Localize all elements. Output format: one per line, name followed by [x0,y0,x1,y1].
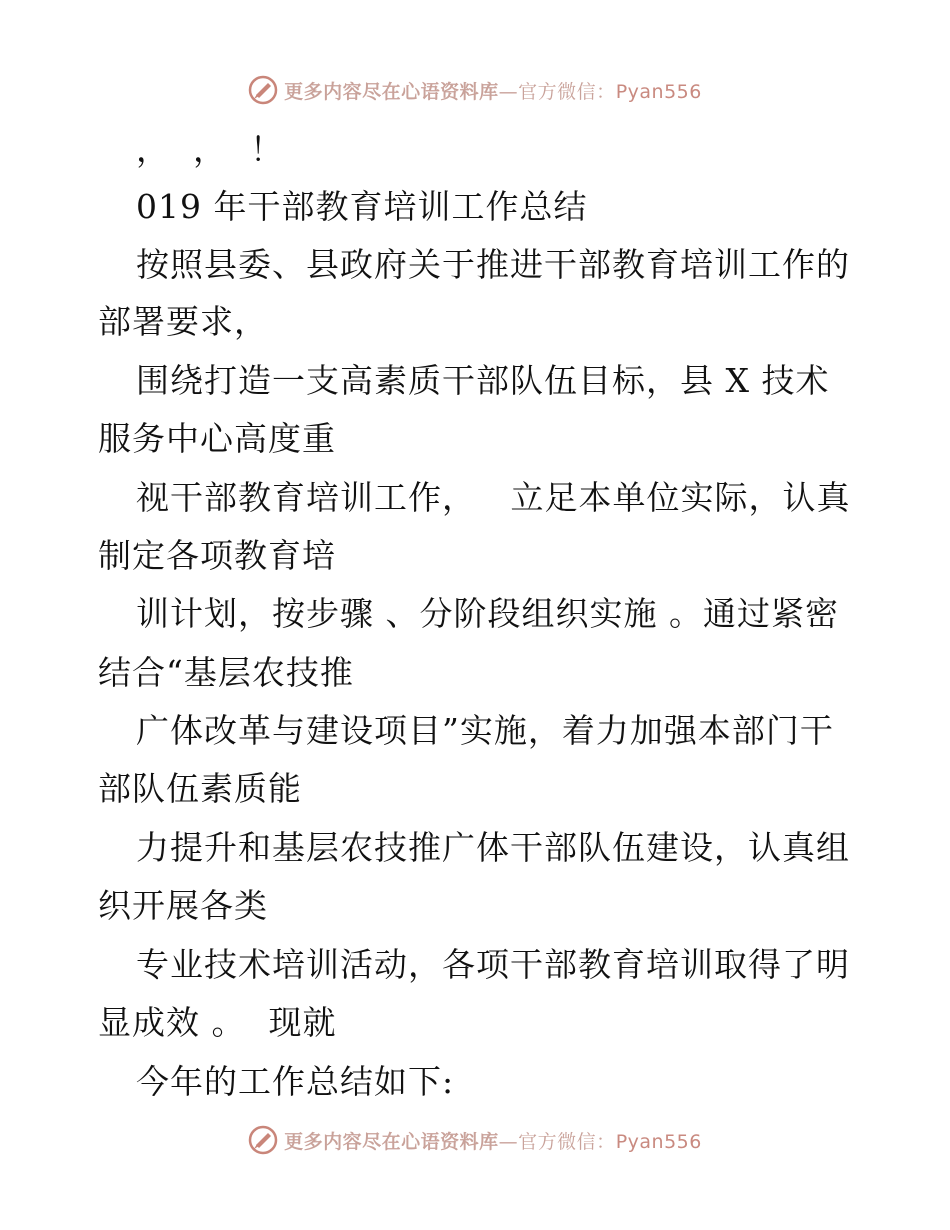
footer-watermark [0,1122,950,1158]
header-watermark [0,72,950,108]
text-line: 显成效 。 现就 [98,1003,337,1042]
pen-nib-logo-icon [248,75,278,105]
text-line: 织开展各类 [98,886,268,925]
watermark-text: 更多内容尽在心语资料库—官方微信：Pyan556 [284,80,702,103]
text-line: 训计划，按步骤 、分阶段组织实施 。通过紧密 [136,594,839,633]
document-title: 019 年干部教育培训工作总结 [136,187,588,226]
text-line: 部队伍素质能 [98,769,302,808]
text-line: 围绕打造一支高素质干部队伍目标，县 X 技术 [136,361,830,400]
text-line: 按照县委、县政府关于推进干部教育培训工作的 [136,245,850,284]
text-line: 广体改革与建设项目”实施，着力加强本部门干 [136,711,834,750]
pen-nib-logo-icon [248,1125,278,1155]
watermark-text: 更多内容尽在心语资料库—官方微信：Pyan556 [284,1130,702,1153]
text-line: 专业技术培训活动，各项干部教育培训取得了明 [136,945,850,984]
text-line: 力提升和基层农技推广体干部队伍建设，认真组 [136,828,850,867]
text-line: 视干部教育培训工作， 立足本单位实际，认真 [136,478,851,517]
text-line: ， ， ！ [136,130,284,169]
text-line: 部署要求， [98,302,268,341]
text-line: 服务中心高度重 [98,419,336,458]
text-line: 今年的工作总结如下: [136,1062,455,1101]
text-line: 制定各项教育培 [98,536,336,575]
text-line: 结合“基层农技推 [98,653,354,692]
